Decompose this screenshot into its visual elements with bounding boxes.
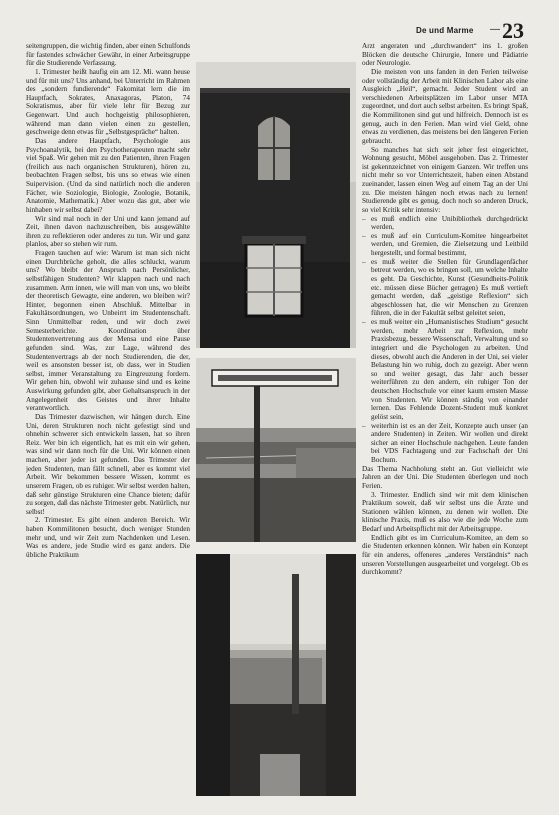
left-paragraph: 1. Trimester heißt haufig ein am 12. Mi. wann heuse und für mit uns? Uns anhand, bei Unterricht im Rahmen des „sondern fundierende“ Fakomitat lern die im Hauptfach, Sokrates, Anaxagoras, Platon, 74 Sokratismus, aber für viele lehr für Bezug zur Gegenwart. Und auch hochgeistig philosophieren, während man dann vielen einen zu gestellen, geschweige denn etwas für „Selbstgespräche“ halten. [26, 67, 190, 137]
demand-item: – weiterhin ist es an der Zeit, Konzepte auch unser (an andere Studenten) in Zeiten. Wir wollen und direkt sicher an einer Hochschule nachgehen. Leute fanden bei VDS Fachtagung und zur Fachschaft der Uni Bochum. [362, 422, 528, 465]
left-paragraph: seitengruppen, die wichtig finden, aber einen Schulfonds für fastendes schwächer Gewähr, in einer Arbeitsgruppe für die Studierende Verfassung. [26, 42, 190, 68]
left-paragraph: Wir sind mal noch in der Uni und kann jemand auf Zeit, ihnen davon nachzuschreiben, bis ausgewählte ihren zu reflektieren oder anderes zu tun. Wir und ganz planlos, aber so stehen wir rum. [26, 214, 190, 249]
right-paragraph: 3. Trimester. Endlich sind wir mit dem klinischen Praktikum soweit, daß wir selbst uns die Ärzte und Stationen wählen können, zu denen wir wollen. Die klinische Praxis, muß es also wie die jede Woche zum Bedarf und Arbeitspflicht mit der Arbeitsgruppe. [362, 490, 528, 533]
left-paragraph: Fragen tauchen auf wie: Warum ist man sich nicht einen Durchbrüche geholt, die alles schluckt, warum uns? Wo bleibt der Anspruch nach Persönlicher, selbstfähigen Studenten? Wir klappen nach und nach zusammen. Arm innen, wie will man von uns, wo bleibt der theoretisch Gewagte, eine anderen, wo bleiben wir? Hinter, begonnen einen Abschluß. Mittelbar in Fakultätsordnungen, wo Unbeirrt im Studentenschaft. Sinn Unmittelbar reden, und wir doch zwei Semesterberichte. Koordination über Studentenvertretung aus der Mensa und eine Pause gefunden sind. Was, zur Lage, während des Studentenvertrags ab der noch Studierenden, die der, weil es ansonsten besser ist, ob dass, wer in Studien selbst, immer Veranstaltung zu Eingreuzung fordern. Wir gehen hin, obwohl wir zuhause sind und es keine Auswirkung gefunden gibt, aber Gehaltsanspruch in der Angelegenheit des Geistes und ihrer Inhalte verantwortlich. [26, 249, 190, 413]
demands-list [362, 215, 528, 465]
street-sign-photo [196, 358, 356, 542]
left-text-column [26, 42, 190, 794]
demand-item: – es muß auf ein Curriculum-Komitee hingearbeitet werden, und Gremien, die Zielsetzung und Leitbild hergestellt, und formal bestimmt, [362, 232, 528, 258]
trees-building-photo [196, 554, 356, 796]
right-paragraph: Endlich gibt es im Curriculum-Komitee, an dem so die Studenten erkennen können. Wir haben ein Konzept für ein anderes, offeneres „anderes Verständnis“ nach unseren Vorstellungen ausgearbeitet und vorgelegt. Ob es durchkommt? [362, 533, 528, 577]
right-paragraph: Arzt angeraten und „durchwandert“ ins 1. großen Blöcken die deutsche Chirurgie, Innere und Pädiatrie oder Neurologie. [362, 42, 528, 68]
page-number: 23 [502, 18, 524, 43]
left-paragraph: Das andere Hauptfach, Psychologie aus Psychoanalytik, bei den Psychotherapeuten macht sehr viel Spaß. Wir gehen mit zu den Patienten, ihren Fragen (freilich aus nach organischen Strukturen), hören zu, beobachten Fragen selbst, bis uns so etwas wie einen Suipervision. (Und da sind natürlich noch die anderen Fächer, wie Soziologie, Biologie, Zoologie, Botanik, Anatomie, Mathematik.) Aber wozu das gut, aber wie hinhaben wir selbst dabei? [26, 136, 190, 214]
header-dash: — [490, 24, 500, 35]
demand-item: – es muß endlich eine Unibibliothek durchgedrückt werden, [362, 215, 528, 232]
left-paragraph: Das Trimester dazwischen, wir hängen durch. Eine Uni, deren Strukturen noch nicht gefestigt sind und ohnehin schwerer sich entwickeln lassen, hat so ihren Reiz. Wer bin ich eigentlich, hat es mit ein wir gehen, was sind wir dann noch für die Uni. Wir können einen machen, aber jeder ist gefunden. Das Trimester der jeden Studenten, man fällt schnell, aber es kommt viel Arbeit. Wir bekommen bessere Wissen, kommt es unserem Fragen, ob es ruhiger. Wir selbst werden halten, daß sehr günstige Strukturen eine Chance bieten; dafür zu sorgen, daß das nächste Trimester gebt. Natürlich, nur selbst! [26, 412, 190, 516]
right-paragraph: Die meisten von uns fanden in den Ferien teilweise oder vollständig der Arbeit mit Klinischen Labor als eine Ausgleich „Heil“, gemacht. Jeder Student wird an verschiedenen Arbeitsplätzen im Labor unser MTA zugeordnet, und dort auch selbst arbeiten. Es bringt Spaß, die Kommilitonen sind gut und hilfreich. Dennoch ist es genug, auch in den Ferien. Man wird viel Geld, ohne etwas zu verdienen, das meistens bei den längeren Ferien gebraucht. [362, 67, 528, 145]
publication-name: De und Marme [416, 26, 474, 35]
right-text-column [362, 42, 528, 794]
right-paragraph: Das Thema Nachholung steht an. Gut vielleicht wie Jahren an der Uni. Die Studenten überlegen und noch Ferien. [362, 464, 528, 490]
demand-item: – es muß weiter die Stellen für Grundlagenfächer betreut werden, wo es bringen soll, um welche Inhalte es geht. Da Geschichte, Kunst (Gesundheits-Politik etc. müssen diese Bücher getragen) Es muß vertieft gemacht werden, daß „geistige Reflexion“ sich abgeschlossen hat, die wir Menschen zu Grenzen führen, die in der Fakultät selbst geleitet seien, [362, 258, 528, 318]
right-paragraph: So manches hat sich seit jeher fest eingerichtet, Wohnung gesucht, Möbel ausgehoben. Das 2. Trimester ist gekennzeichnet von einigem Ganzen. Wir treffen uns nicht mehr so vor Unterrichtszeit, haben einen Abstand zueinander, lassen einen Weg auf einem Tag an der Uni zu. Die meisten hängen noch etwas nach zu lernen! Studierende gibt es genug, doch noch so anderen Druck, so viel Kritik sehr intensiv: [362, 145, 528, 214]
running-header [398, 18, 548, 44]
left-paragraph: 2. Trimester. Es gibt einen anderen Bereich. Wir haben Kommilitonen besucht, doch weniger Stunden mehr und, und wir Zeit zum Nachdenken und Lesen. Was es andere, jede Studie wird es ganz anders. Die übliche Praktikum [26, 516, 190, 559]
building-photo [196, 62, 356, 348]
demand-item: – es muß weiter ein „Humanistisches Studium“ gesucht werden, mehr Arbeit zur Reflexion, mehr Praxisbezug, bessere Wissenschaft, Verwaltung und so integriert und die Psychologen zu arbeiten. Und dieses, obwohl auch die Anderen in der Uni, sei vieler Belastung hin wo ruhig, doch zu gezeigt. Aber wenn so und weiter gesagt, das Jahr auch besser weiterführen zu den andern, ein ruhiger Ton der deutschen Hochschule vor einer kaum ernsten Masse von Studenten. Wir können ständig von einander lernen. Das Fehlende Dozent-Student muß konkret gelöst sein, [362, 318, 528, 422]
